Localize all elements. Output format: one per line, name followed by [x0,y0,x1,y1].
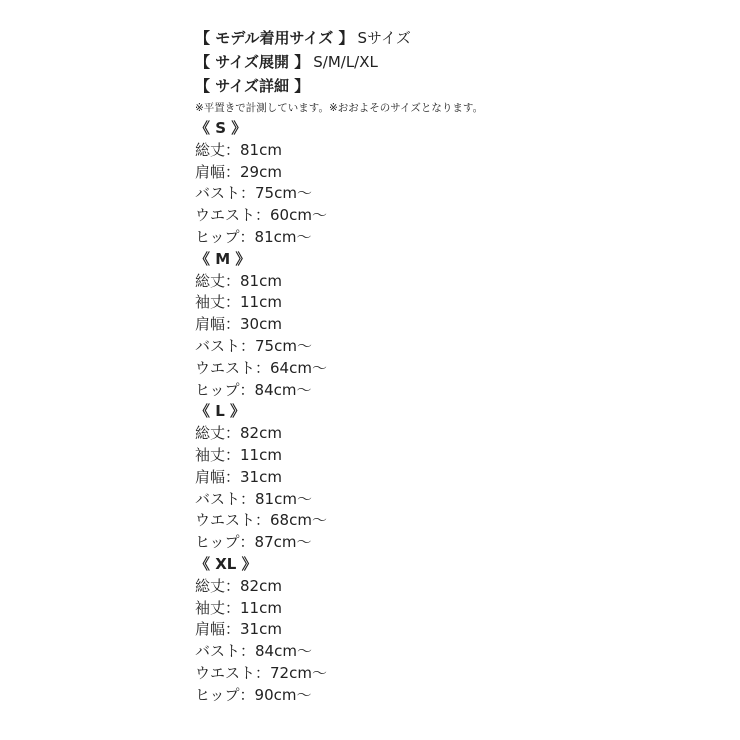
size-range-line [195,50,483,74]
measurement-row: 総丈：82cm [195,576,282,595]
model-size-value: Sサイズ [357,29,411,47]
measurement-row: 総丈：82cm [195,424,282,443]
model-size-label: 【 モデル着用サイズ 】 [195,29,354,47]
measurement-row: 袖丈：11cm [195,598,282,617]
size-heading-m: 《 M 》 [195,249,251,268]
measurement-row: 袖丈：11cm [195,445,282,464]
measurement-row: ヒップ：84cm〜 [195,380,312,399]
measurement-row: 肩幅：30cm [195,315,282,334]
measurement-row: 肩幅：31cm [195,620,282,639]
size-range-value: S/M/L/XL [313,53,378,71]
measurement-row: ヒップ：87cm〜 [195,533,312,552]
measurement-row: バスト：84cm〜 [195,642,312,661]
measurement-row: 肩幅：29cm [195,162,282,181]
measurement-row: 肩幅：31cm [195,467,282,486]
measurement-note: ※平置きで計測しています。※おおよそのサイズとなります。 [195,102,484,114]
size-heading-s: 《 S 》 [195,119,247,137]
measurement-row: ヒップ：81cm〜 [195,227,312,246]
size-info [195,26,483,707]
size-detail-line [195,74,483,98]
measurement-row: バスト：75cm〜 [195,184,312,203]
measurement-row: 総丈：81cm [195,140,282,159]
measurement-row: ヒップ：90cm〜 [195,685,312,704]
measurement-row: ウエスト：72cm〜 [195,663,327,682]
measurement-row: 総丈：81cm [195,271,282,290]
measurement-row: ウエスト：60cm〜 [195,206,327,225]
measurement-row: バスト：75cm〜 [195,336,312,355]
size-heading-xl: 《 XL 》 [195,554,257,573]
size-detail-label: 【 サイズ詳細 】 [195,77,310,95]
measurement-row: バスト：81cm〜 [195,489,312,508]
model-size-line [195,26,483,50]
measurement-row: 袖丈：11cm [195,293,282,312]
measurement-row: ウエスト：64cm〜 [195,358,327,377]
size-range-label: 【 サイズ展開 】 [195,53,310,71]
measurement-row: ウエスト：68cm〜 [195,511,327,530]
size-heading-l: 《 L 》 [195,402,246,421]
